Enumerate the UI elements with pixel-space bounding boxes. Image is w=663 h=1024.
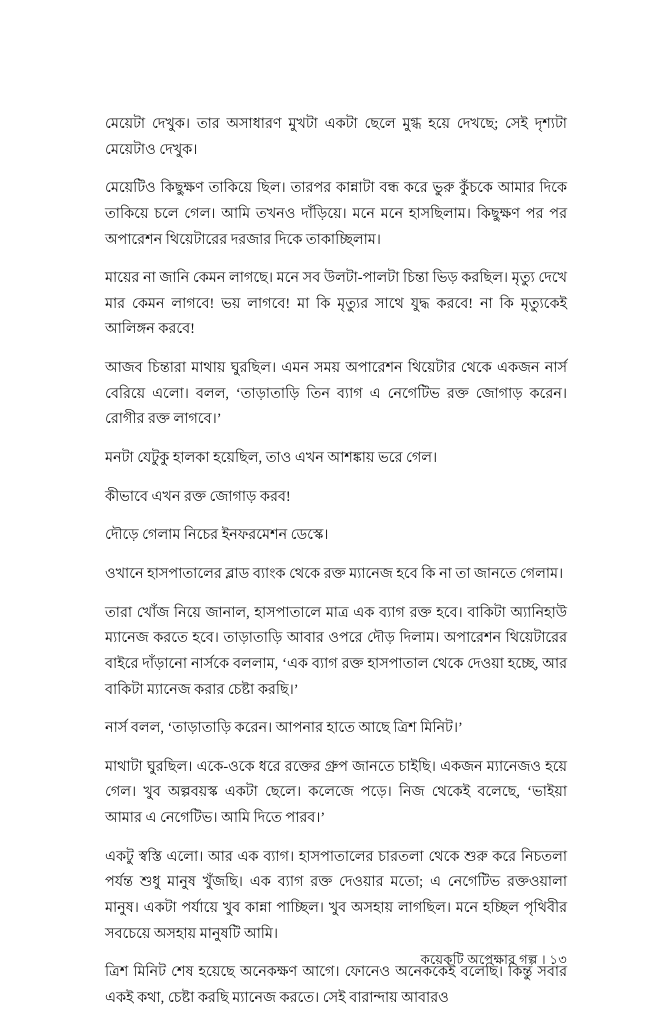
paragraph: কীভাবে এখন রক্ত জোগাড় করব! bbox=[105, 488, 291, 505]
page-footer: কয়েকটি অপেক্ষার গল্প । ১৩ bbox=[420, 952, 567, 967]
paragraph: আজব চিন্তারা মাথায় ঘুরছিল। এমন সময় অপারেশন থিয়েটার থেকে একজন নার্স বেরিয়ে এলো। বলল, ‘তাড়াতাড়ি তিন ব্যাগ এ নেগেটিভ রক্ত জোগাড় করেন। রোগীর রক্ত লাগবে।’ bbox=[105, 360, 567, 428]
paragraph: মায়ের না জানি কেমন লাগছে। মনে সব উলটা-পালটা চিন্তা ভিড় করছিল। মৃত্যু দেখে মার কেমন লাগবে! ভয় লাগবে! মা কি মৃত্যুর সাথে যুদ্ধ করবে! না কি মৃত্যুকেই আলিঙ্গন করবে! bbox=[105, 270, 567, 338]
paragraph: নার্স বলল, ‘তাড়াতাড়ি করেন। আপনার হাতে আছে ত্রিশ মিনিট।’ bbox=[105, 720, 463, 737]
paragraph: তারা খোঁজ নিয়ে জানাল, হাসপাতালে মাত্র এক ব্যাগ রক্ত হবে। বাকিটা অ্যানিহাউ ম্যানেজ করতে হবে। তাড়াতাড়ি আবার ওপরে দৌড় দিলাম। অপারেশন থিয়েটারের বাইরে দাঁড়ানো নার্সকে বললাম, ‘এক ব্যাগ রক্ত হাসপাতাল থেকে দেওয়া হচ্ছে, আর বাকিটা ম্যানেজ করার চেষ্টা করছি।’ bbox=[105, 604, 567, 698]
paragraph: দৌড়ে গেলাম নিচের ইনফরমেশন ডেস্কে। bbox=[105, 527, 329, 544]
paragraph: ওখানে হাসপাতালের ব্লাড ব্যাংক থেকে রক্ত ম্যানেজ হবে কি না তা জানতে গেলাম। bbox=[105, 565, 564, 582]
paragraph: ত্রিশ মিনিট শেষ হয়েছে অনেকক্ষণ আগে। ফোনেও অনেককেই বলেছি। কিন্তু সবার একই কথা, চেষ্টা করছি ম্যানেজ করতে। সেই বারান্দায় আবারও bbox=[105, 964, 567, 1006]
paragraph: মেয়েটিও কিছুক্ষণ তাকিয়ে ছিল। তারপর কান্নাটা বন্ধ করে ভুরু কুঁচকে আমার দিকে তাকিয়ে চলে গেল। আমি তখনও দাঁড়িয়ে। মনে মনে হাসছিলাম। কিছুক্ষণ পর পর অপারেশন থিয়েটারের দরজার দিকে তাকাচ্ছিলাম। bbox=[105, 180, 567, 248]
paragraph: মনটা যেটুকু হালকা হয়েছিল, তাও এখন আশঙ্কায় ভরে গেল। bbox=[105, 450, 438, 467]
paragraph: একটু স্বস্তি এলো। আর এক ব্যাগ। হাসপাতালের চারতলা থেকে শুরু করে নিচতলা পর্যন্ত শুধু মানুষ খুঁজছি। এক ব্যাগ রক্ত দেওয়ার মতো; এ নেগেটিভ রক্তওয়ালা মানুষ। একটা পর্যায়ে খুব কান্না পাচ্ছিল। খুব অসহায় লাগছিল। মনে হচ্ছিল পৃথিবীর সবচেয়ে অসহায় মানুষটি আমি। bbox=[105, 848, 567, 942]
paragraph: মাথাটা ঘুরছিল। একে-ওকে ধরে রক্তের গ্রুপ জানতে চাইছি। একজন ম্যানেজও হয়ে গেল। খুব অল্পবয়স্ক একটা ছেলে। কলেজে পড়ে। নিজ থেকেই বলেছে, ‘ভাইয়া আমার এ নেগেটিভ। আমি দিতে পারব।’ bbox=[105, 758, 567, 827]
page-body bbox=[105, 112, 567, 1012]
paragraph: মেয়েটা দেখুক। তার অসাধারণ মুখটা একটা ছেলে মুগ্ধ হয়ে দেখছে; সেই দৃশ্যটা মেয়েটাও দেখুক। bbox=[105, 116, 567, 158]
